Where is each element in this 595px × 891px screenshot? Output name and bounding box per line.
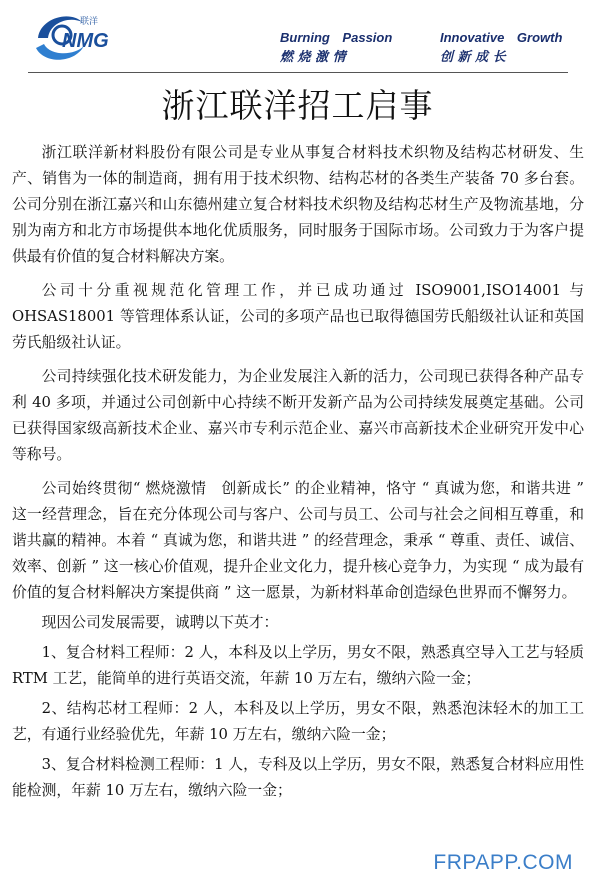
- paragraph-recruit-intro: 现因公司发展需要，诚聘以下英才：: [41, 614, 279, 631]
- paragraph-certification: 公司十分重视规范化管理工作，并已成功通过 ISO9001,ISO14001 与 OHSAS18001 等管理体系认证，公司的多项产品也已取得德国劳氏船级社认证和英国劳氏船级社认证。: [12, 282, 584, 351]
- job-item-composite-engineer: 1、复合材料工程师：2 人，本科及以上学历，男女不限，熟悉真空导入工艺与轻质 RTM 工艺，能简单的进行英语交流，年薪 10 万左右，缴纳六险一金；: [12, 644, 584, 687]
- slogan-left: [280, 30, 392, 65]
- letterhead: [0, 0, 595, 80]
- paragraph-company-intro: 浙江联洋新材料股份有限公司是专业从事复合材料技术织物及结构芯材研发、生产、销售为一体的制造商，拥有用于技术织物、结构芯材的各类生产装备 70 多台套。公司分别在浙江嘉兴和山东德州建立复合材料技术织物及结构芯材生产及物流基地，分别为南方和北方市场提供本地化优质服务，同时服务于国际市场。公司致力于为客户提供最有价值的复合材料解决方案。: [12, 144, 584, 265]
- job-item-testing-engineer: 3、复合材料检测工程师：1 人，专科及以上学历，男女不限，熟悉复合材料应用性能检测，年薪 10 万左右，缴纳六险一金；: [12, 756, 584, 799]
- job-item-core-engineer: 2、结构芯材工程师：2 人，本科及以上学历，男女不限，熟悉泡沫轻木的加工工艺，有通行业经验优先，年薪 10 万左右，缴纳六险一金；: [12, 700, 584, 743]
- document-body: [12, 140, 584, 804]
- logo-chinese-name: 联洋: [80, 17, 99, 27]
- paragraph-culture: 公司始终贯彻“ 燃烧激情 创新成长” 的企业精神，恪守 “ 真诚为您，和谐共进 ” 这一经营理念，旨在充分体现公司与客户、公司与员工、公司与社会之间相互尊重，和谐共赢的精神。本着 “ 真诚为您，和谐共进 ” 的经营理念，秉承 “ 尊重、责任、诚信、效率、创新 ” 这一核心价值观，提升企业文化力，提升核心竞争力，为实现 “ 成为最有价值的复合材料解决方案提供商 ” 这一愿景，为新材料革命创造绿色世界而不懈努力。: [12, 480, 584, 601]
- slogan-left-cn: 燃 烧 激 情: [280, 50, 346, 65]
- paragraph-rnd: 公司持续强化技术研发能力，为企业发展注入新的活力，公司现已获得各种产品专利 40 多项，并通过公司创新中心持续不断开发新产品为公司持续发展奠定基础。公司已获得国家级高新技术企业、嘉兴市专利示范企业、嘉兴市高新技术企业研究开发中心等称号。: [12, 368, 584, 463]
- watermark: FRPAPP.COM: [433, 851, 573, 874]
- header-divider: [28, 72, 568, 73]
- slogan-right-en: Innovative Growth: [440, 30, 563, 45]
- slogan-left-en: Burning Passion: [280, 30, 393, 45]
- page-title: 浙江联洋招工启事: [161, 86, 434, 125]
- slogan-right-cn: 创 新 成 长: [440, 50, 506, 65]
- slogan-right: [440, 30, 562, 65]
- logo-text: NMG: [62, 30, 109, 52]
